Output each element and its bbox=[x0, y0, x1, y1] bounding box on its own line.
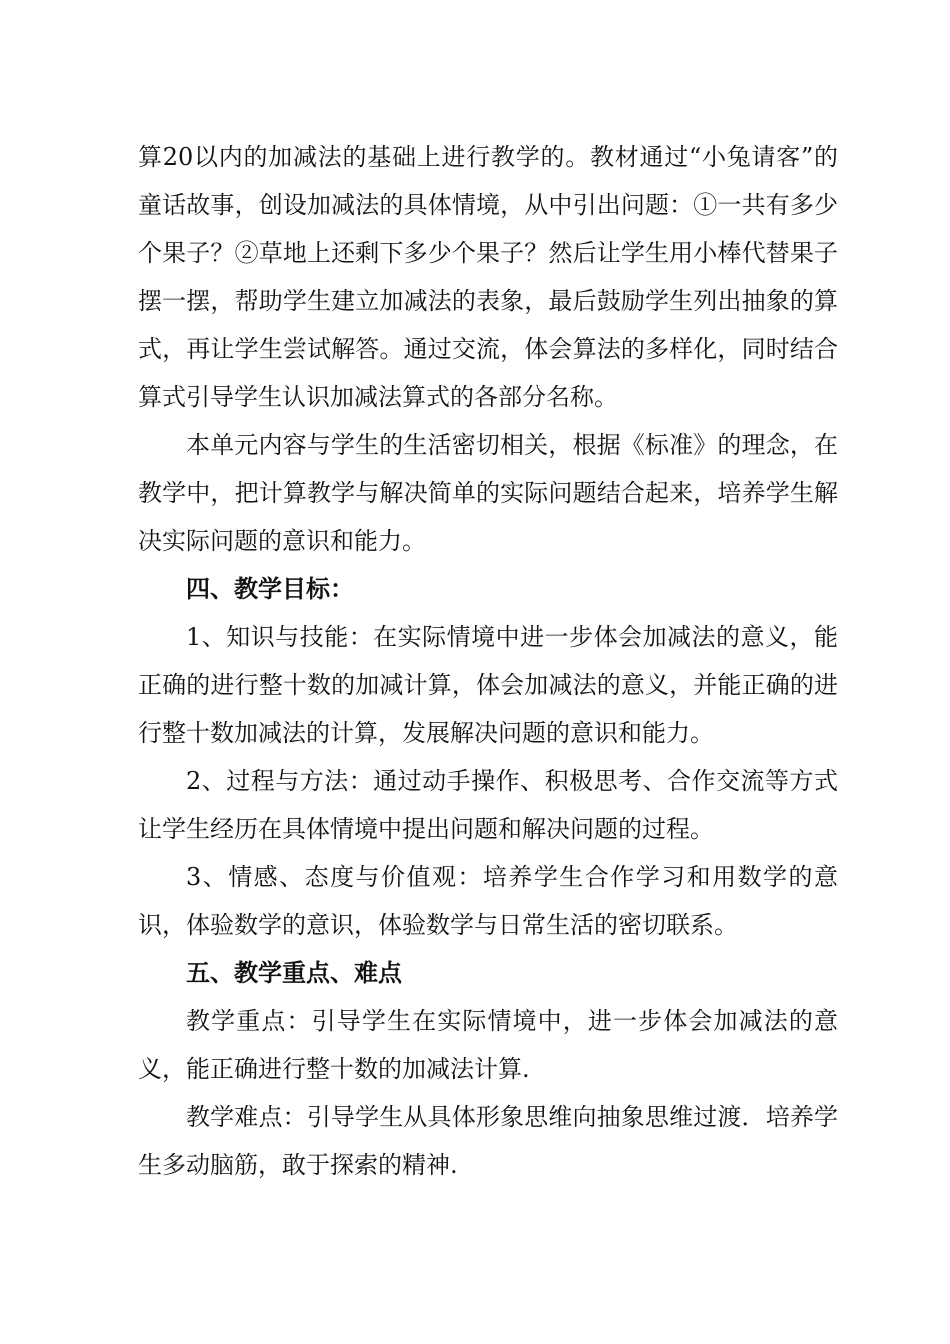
paragraph-continuation: 算20以内的加减法的基础上进行教学的。教材通过“小兔请客”的童话故事，创设加减法的具体情境，从中引出问题：①一共有多少个果子？②草地上还剩下多少个果子？然后让学生用小棒代替果子摆一摆，帮助学生建立加减法的表象，最后鼓励学生列出抽象的算式，再让学生尝试解答。通过交流，体会算法的多样化，同时结合算式引导学生认识加减法算式的各部分名称。 bbox=[138, 143, 838, 411]
paragraph-key-point: 教学重点：引导学生在实际情境中，进一步体会加减法的意义，能正确进行整十数的加减法计算. bbox=[138, 1007, 838, 1083]
heading-teaching-goals: 四、教学目标： bbox=[186, 574, 354, 603]
paragraph-unit-relevance: 本单元内容与学生的生活密切相关，根据《标准》的理念，在教学中，把计算教学与解决简单的实际问题结合起来，培养学生解决实际问题的意识和能力。 bbox=[138, 431, 838, 555]
goal-process-method: 2、过程与方法：通过动手操作、积极思考、合作交流等方式让学生经历在具体情境中提出问题和解决问题的过程。 bbox=[138, 767, 838, 843]
heading-key-difficult-points: 五、教学重点、难点 bbox=[186, 958, 402, 987]
goal-emotion-values: 3、情感、态度与价值观：培养学生合作学习和用数学的意识，体验数学的意识，体验数学与日常生活的密切联系。 bbox=[138, 863, 838, 939]
goal-knowledge-skills: 1、知识与技能：在实际情境中进一步体会加减法的意义，能正确的进行整十数的加减计算，体会加减法的意义，并能正确的进行整十数加减法的计算，发展解决问题的意识和能力。 bbox=[138, 623, 838, 747]
paragraph-difficult-point: 教学难点：引导学生从具体形象思维向抽象思维过渡．培养学生多动脑筋，敢于探索的精神. bbox=[138, 1103, 838, 1179]
document-page bbox=[138, 133, 838, 1189]
